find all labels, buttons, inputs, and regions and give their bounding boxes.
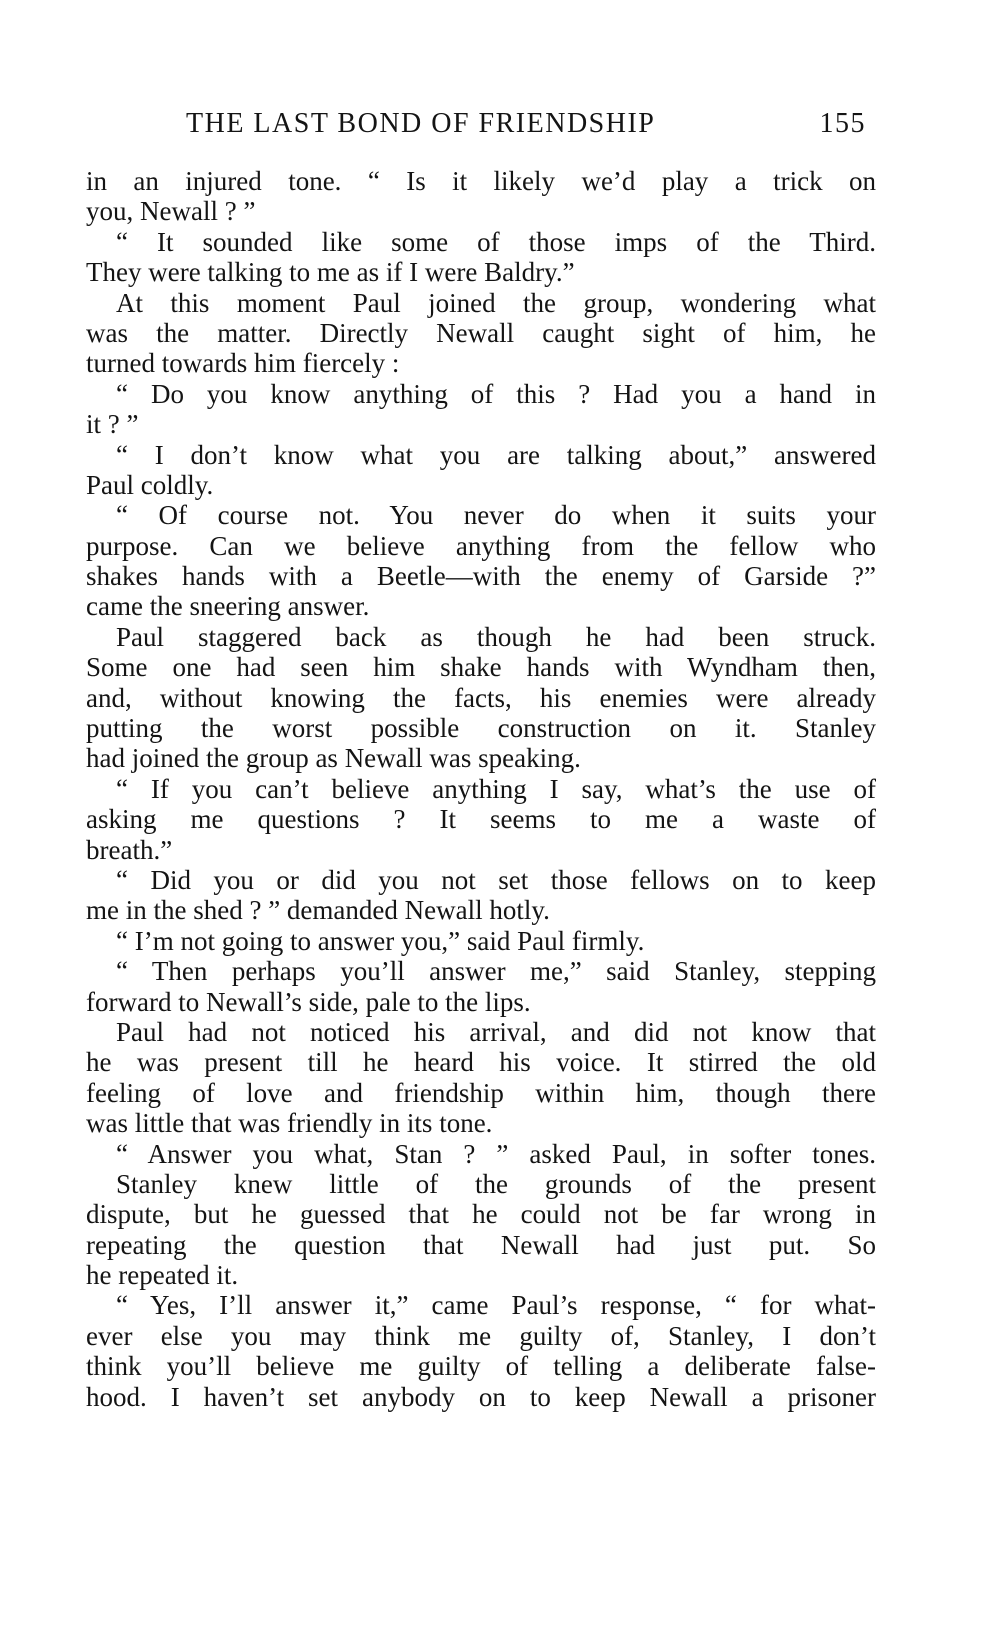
text-line: Paul staggered back as though he had been struck. [116,621,876,652]
text-line: dispute, but he guessed that he could not be far wrong in [86,1199,876,1230]
text-line: “ If you can’t believe anything I say, what’s the use of [116,773,876,804]
text-line: “ Do you know anything of this ? Had you a hand in [116,378,876,409]
text-line: “ Did you or did you not set those fellows on to keep [116,864,876,895]
text-line: repeating the question that Newall had just put. So [86,1229,876,1260]
text-line: you, Newall ? ” [86,196,256,227]
text-line: and, without knowing the facts, his enemies were already [86,682,876,713]
text-line: “ It sounded like some of those imps of the Third. [116,226,876,257]
text-line: “ Answer you what, Stan ? ” asked Paul, in softer tones. [116,1138,876,1169]
text-line: Paul had not noticed his arrival, and did not know that [116,1016,876,1047]
text-line: feeling of love and friendship within him, though there [86,1077,876,1108]
text-line: me in the shed ? ” demanded Newall hotly. [86,895,550,926]
body-text [86,166,876,1412]
text-line: he was present till he heard his voice. It stirred the old [86,1047,876,1078]
text-line: had joined the group as Newall was speaking. [86,743,581,774]
text-line: breath.” [86,834,173,865]
text-line: “ I’m not going to answer you,” said Paul firmly. [116,925,645,956]
text-line: think you’ll believe me guilty of telling a deliberate false- [86,1351,876,1382]
text-line: turned towards him fiercely : [86,348,400,379]
text-line: “ Yes, I’ll answer it,” came Paul’s response, “ for what- [116,1290,876,1321]
running-title: THE LAST BOND OF FRIENDSHIP [186,108,656,139]
text-line: At this moment Paul joined the group, wondering what [116,287,876,318]
text-line: was the matter. Directly Newall caught sight of him, he [86,317,876,348]
text-line: “ Then perhaps you’ll answer me,” said Stanley, stepping [116,956,876,987]
text-line: Some one had seen him shake hands with Wyndham then, [86,652,876,683]
text-line: Stanley knew little of the grounds of the present [116,1168,876,1199]
text-line: it ? ” [86,409,139,440]
text-line: They were talking to me as if I were Baldry.” [86,257,575,288]
text-line: putting the worst possible construction on it. Stanley [86,713,876,744]
text-line: purpose. Can we believe anything from the fellow who [86,530,876,561]
text-line: Paul coldly. [86,469,214,500]
page-number: 155 [819,108,866,139]
text-line: shakes hands with a Beetle—with the enemy of Garside ?” [86,561,876,592]
text-line: “ Of course not. You never do when it suits your [116,500,876,531]
text-line: asking me questions ? It seems to me a waste of [86,804,876,835]
text-line: ever else you may think me guilty of, Stanley, I don’t [86,1320,876,1351]
text-line: in an injured tone. “ Is it likely we’d play a trick on [86,166,876,196]
text-line: hood. I haven’t set anybody on to keep Newall a prisoner [86,1381,876,1412]
text-line: he repeated it. [86,1260,239,1291]
running-header [186,108,866,148]
text-line: came the sneering answer. [86,591,370,622]
text-line: “ I don’t know what you are talking about,” answered [116,439,876,470]
text-line: forward to Newall’s side, pale to the lips. [86,986,531,1017]
text-line: was little that was friendly in its tone. [86,1108,493,1139]
